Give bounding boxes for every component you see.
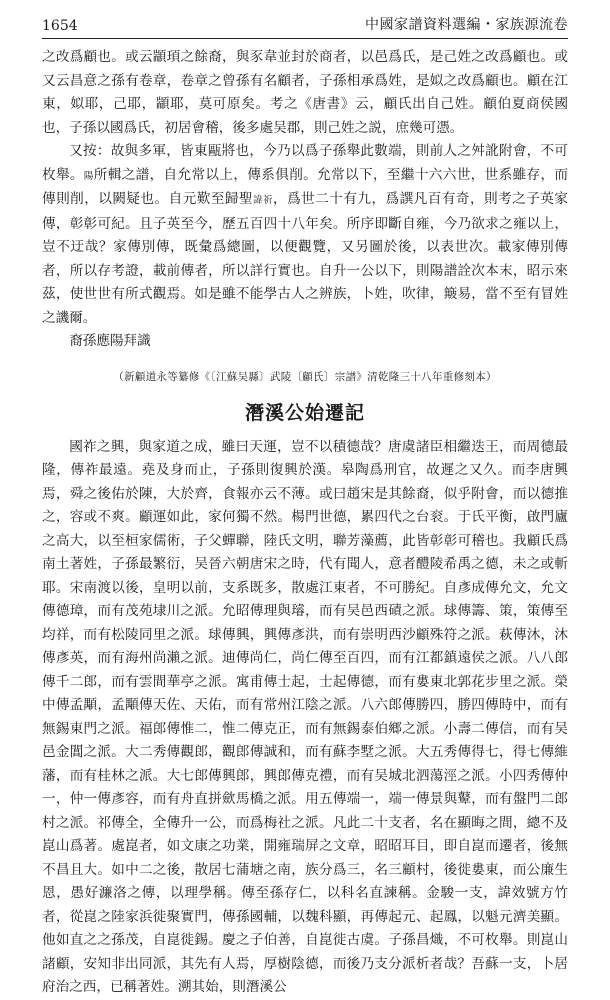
postscript-text-3: ，爲世二十有九，爲譔凡百有奇，則考之子英家傳，彰彰可紀。且子英至今，歷五百四十八年矣。所序即斷自雍，今乃欲求之雍以上，豈不迂哉？家傳別傳，既彙爲總圖，以便觀覽，又另圖於後，以表世次。載家傳別傳者，所以存考證，載前傳者，所以詳行實也。自升一公以下，則陽譜詮次本末，昭示來茲，使世世有所式觀焉。如是雖不能學古人之辨族，卜姓，吹律，簸易，當不至有冒姓之譏爾。 [42,191,568,326]
header-rule [42,38,568,39]
signature-line: 裔孫應陽拜識 [69,333,151,349]
source-citation: （新顧道永等纂修《〔江蘇吴縣〕武陵〔顧氏〕宗譜》清乾隆三十八年重修刻本） [113,370,497,383]
postscript-paragraph [42,140,568,330]
page-number: 1654 [42,18,78,34]
interlinear-note-1: 陽 [83,170,94,182]
postscript-text-2: 所輯之譜，自允常以上，傳系俱削。允常以下，至繼十六六世，世系雖存，而傳則削，以闕疑也。自元歎至歸聖 [42,166,569,207]
main-paragraph: 國祚之興，與家道之成，雖曰天運，豈不以積德哉？唐虞諸臣相繼迭王，而周德最隆，傳祚最遠。堯及身而止，子孫則復興於漢。皋陶爲刑官，故遲之又久。而李唐興焉，舜之後佑於陳，大於齊，食報亦云不薄。或曰趙宋是其餘裔，似乎附會，而以德推之，容或不爽。顧運如此，家何獨不然。楊門世德，累四代之台衮。于氏平衡，啟門廬之高大，以至桓家儒術，子父蟬聯，陸氏文明，聯芳藻薦，此皆彰彰可稽也。我顧氏爲南土著姓，子孫最繁衍，吴晉六朝唐宋之時，代有聞人，意者醴陵希禹之德，未之或斬耶。宋南渡以後，皇明以前，支系既多，散處江東者，不可勝紀。自彥成傳允文，允文傳德璋，而有茂苑埭川之派。允昭傳理與璿，而有吴邑西磧之派。球傳籌、策，策傳至均祥，而有松陵同里之派。球傳興，興傳彥洪，而有崇明西沙顧殊符之派。萩傳沐，沐傳彥英，而有海州尚瀨之派。迪傳尚仁，尚仁傳至百四，而有江都鎮遠侯之派。八八郎傳千二郎，而有雲間華亭之派。寓甫傳士起，士起傳德，而有婁東北郭花步里之派。榮中傳孟顒，孟顒傳天佐、天佑，而有常州江陰之派。八六郎傳勝四，勝四傳時中，而有無錫東門之派。福郎傳惟二，惟二傳克正，而有無錫泰伯鄉之派。小壽二傳信，而有吴邑金閶之派。大二秀傳觀郎，觀郎傳誠和，而有蘇李墅之派。大五秀傳得七，得七傳維藩，而有桂林之派。大七郎傳興郎，興郎傳克禮，而有吴城北泗蕩涇之派。小四秀傳仲一，仲一傳彥容，而有舟直拼歛馬橋之派。用五傳端一，端一傳景與鼙，而有盤門二郎村之派。祁傳全，全傳升一公，而爲梅社之派。凡此二十支者，名在顯晦之間，總不及崑山爲著。處崑者，如文康之功業，開雍瑞屏之文章，昭昭耳目，即自崑而遷者，後無不昌且大。如中二之後，散居七蒲塘之南，族分爲三，名三顧村，後徙婁東，而公廉生恩，愚好濂洛之傳，以理學稱。傳至孫存仁，以科名直諫稱。金駿一支，諱效號方竹者，從崑之陸家浜徙聚實門，傳孫國輔，以魏科顯，再傳起元、起鳳，以魁元濟美顯。他如直之之孫茂，自崑徙錫。慶之子伯善，自崑徙古虞。子孫昌熾，不可枚舉。則崑山諸顧，安知非出同派，其先有人焉，厚樹陰德，而後乃支分派析者哉？吾蘇一支，卜居府治之西，已稱著姓。溯其始，則潛溪公 [42,438,568,995]
interlinear-note-2: 諱祈 [253,195,273,206]
paragraph-continued: 之改爲顧也。或云顓頊之餘裔，與豕韋並封於商者，以邑爲氏，是己姓之改爲顧也。或又云昌意之孫有卷章，卷章之曾孫有名顧者，子孫相承爲姓，是姒之改爲顧也。顧在江東，姒耶，己耶，顓耶，莫可原矣。考之《唐書》云，顧氏出自己姓。顧伯夏商侯國也，子孫以國爲氏，初居會稽，後多處吴郡，則己姓之説，庶幾可憑。 [42,49,568,136]
page-body [42,46,568,1000]
postscript-text-1: 又按：故與多軍，皆東甌將也，今乃以爲子孫舉此數端，則前人之舛訛附會，不可枚舉。 [42,143,568,183]
section-title: 潛溪公始遷記 [244,401,365,424]
running-title: 中國家譜資料選編・家族源流卷 [365,17,568,33]
page-header [42,12,568,34]
